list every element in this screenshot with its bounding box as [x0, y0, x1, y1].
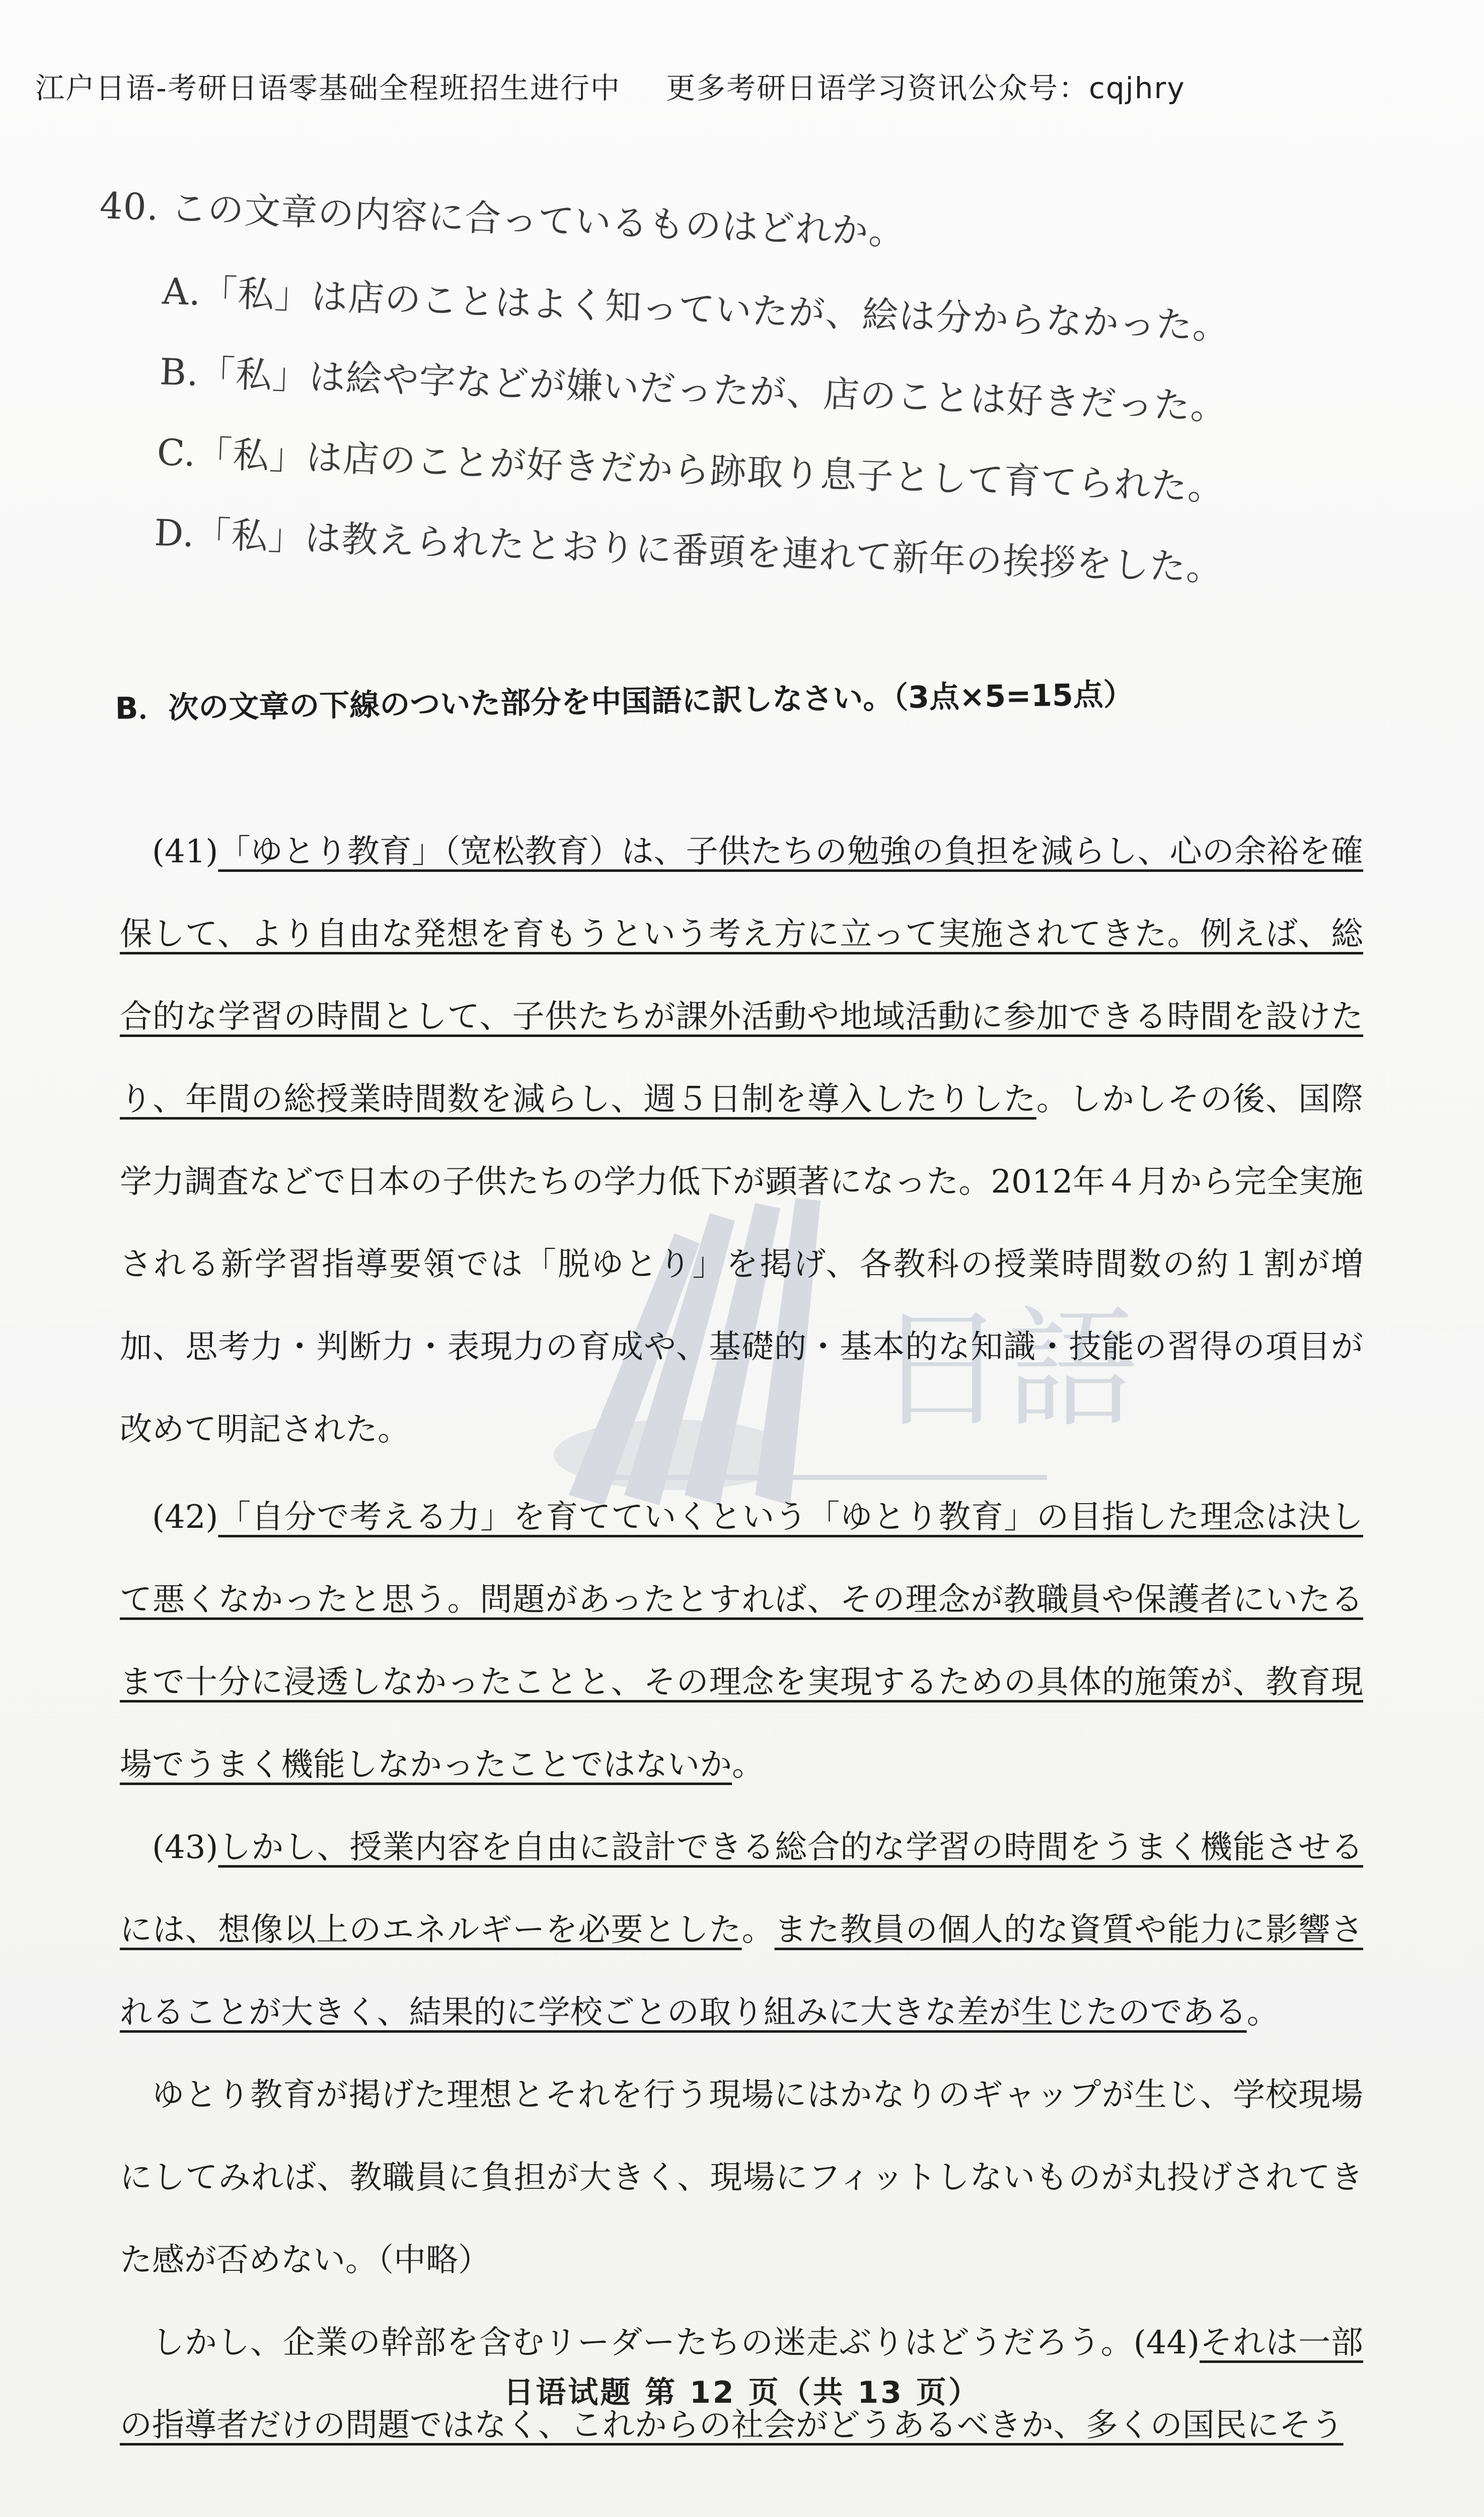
underlined-sentence-43b: また教員の個人的な資質や能力に影響されることが大きく、結果的に学校ごとの取り組みに大きな差が生じたのである — [120, 1911, 1364, 2031]
option-b: B.「私」は絵や字などが嫌いだったが、店のことは好きだった。 — [159, 350, 1228, 428]
page-footer: 日语试题 第 12 页（共 13 页） — [503, 2375, 981, 2410]
underlined-sentence-41: 「ゆとり教育」（宽松教育）は、子供たちの勉強の負担を減らし、心の余裕を確保して、より自由な発想を育もうという考え方に立って実施されてきた。例えば、総合的な学習の時間として、子供たちが課外活動や地域活動に参加できる時間を設けたり、年間の総授業時間数を減らし、週５日制を導入したりした — [120, 833, 1363, 1118]
paragraph-42-rest: 。 — [732, 1746, 764, 1784]
svg-text:日語: 日語 — [876, 1294, 1138, 1446]
sentence-number-43: (43) — [152, 1829, 218, 1866]
option-c: C.「私」は店のことが好きだから跡取り息子として育てられた。 — [156, 431, 1225, 509]
underlined-sentence-44: それは一部の指導者だけの問題ではなく、これからの社会がどうあるべきか、多くの国民にそう — [120, 2324, 1364, 2444]
paragraph-43-rest: 。 — [1246, 1994, 1279, 2031]
sentence-number-41: (41) — [152, 833, 218, 870]
underlined-sentence-42: 「自分で考える力」を育てていくという「ゆとり教育」の目指した理念は決して悪くなかったと思う。問題があったとすれば、その理念が教職員や保護者にいたるまで十分に浸透しなかったことと、その理念を実現するための具体的施策が、教育現場でうまく機能しなかったことではないか — [120, 1499, 1363, 1784]
section-b-heading: B．次の文章の下線のついた部分を中国語に訳しなさい。（3点×5=15点） — [115, 677, 1134, 726]
paragraph-41-rest: 。しかしその後、国際学力調査などで日本の子供たちの学力低下が顕著になった。2012年４月から完全実施される新学習指導要領では「脱ゆとり」を掲げ、各教科の授業時間数の約１割が増加、思考力・判断力・表現力の育成や、基礎的・基本的な知識・技能の習得の項目が改めて明記された。 — [120, 1081, 1364, 1448]
option-a: A.「私」は店のことはよく知っていたが、絵は分からなかった。 — [162, 270, 1230, 348]
paragraph-plain: ゆとり教育が掲げた理想とそれを行う現場にはかなりのギャップが生じ、学校現場にしてみれば、教職員に負担が大きく、現場にフィットしないものが丸投げされてきた感が否めない。（中略） — [120, 2077, 1363, 2279]
header-account-text: 更多考研日语学习资讯公众号：cqjhry — [665, 71, 1185, 105]
question-40-stem: 40. この文章の内容に合っているものはどれか。 — [99, 184, 906, 254]
page-header — [35, 64, 1455, 107]
paragraph-43 — [120, 1806, 1363, 2054]
sentence-number-42: (42) — [152, 1499, 218, 1536]
option-d: D.「私」は教えられたとおりに番頭を連れて新年の挨拶をした。 — [154, 511, 1224, 589]
question-40 — [87, 176, 1230, 616]
header-promo-text: 江户日语-考研日语零基础全程班招生进行中 — [35, 71, 621, 105]
paragraph-43-mid: 。 — [741, 1911, 775, 1949]
paragraph-42 — [120, 1476, 1363, 1806]
passage — [120, 810, 1363, 2467]
paragraph-41 — [120, 810, 1363, 1471]
underlined-sentence-43a: しかし、授業内容を自由に設計できる総合的な学習の時間をうまく機能させるには、想像以上のエネルギーを必要とした — [120, 1829, 1363, 1949]
sentence-number-44: (44) — [1133, 2324, 1200, 2361]
paragraph-44-lead: しかし、企業の幹部を含むリーダーたちの迷走ぶりはどうだろう。 — [152, 2324, 1134, 2361]
